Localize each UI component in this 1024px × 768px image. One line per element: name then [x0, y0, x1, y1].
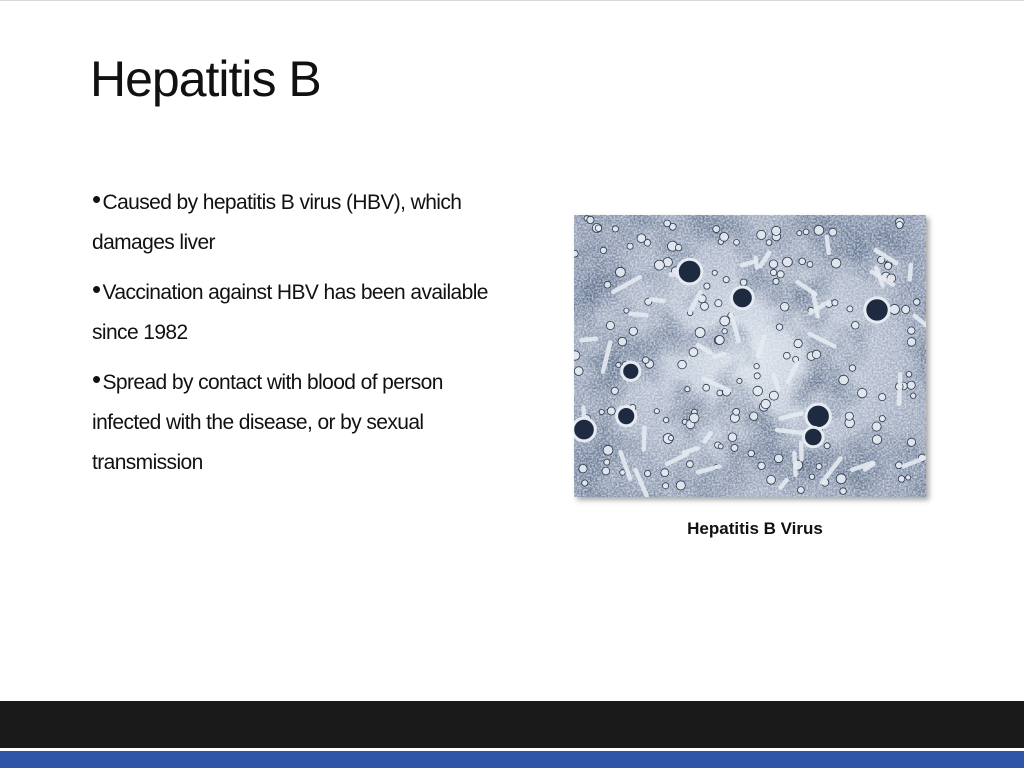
- virus-filament: [714, 354, 725, 357]
- virus-particle: [890, 304, 900, 314]
- virus-particle: [602, 467, 610, 475]
- virus-particle: [799, 258, 806, 265]
- virus-particle: [907, 381, 915, 389]
- virus-particle: [600, 247, 606, 253]
- virus-particle: [582, 480, 588, 486]
- dane-particle: [732, 287, 754, 309]
- virus-particle: [847, 306, 853, 312]
- virus-filament: [629, 314, 647, 316]
- virus-particle: [797, 231, 802, 236]
- virus-particle: [715, 300, 722, 307]
- bullet-text: Caused by hepatitis B virus (HBV), which damages liver: [92, 191, 462, 254]
- virus-particle: [872, 435, 881, 444]
- virus-particle: [587, 216, 594, 223]
- micrograph-svg: [574, 215, 926, 497]
- virus-particle: [607, 407, 615, 415]
- dane-particle: [617, 407, 636, 426]
- virus-particle: [908, 327, 915, 334]
- virus-particle: [832, 300, 838, 306]
- virus-particle: [654, 260, 664, 270]
- virus-particle: [689, 348, 698, 357]
- virus-particle: [704, 283, 710, 289]
- virus-particle: [695, 328, 705, 338]
- virus-particle: [794, 339, 802, 347]
- virus-particle: [780, 303, 789, 312]
- virus-particle: [858, 388, 867, 397]
- virus-particle: [840, 488, 847, 495]
- slide-title: Hepatitis B: [90, 51, 321, 107]
- virus-particle: [766, 240, 772, 246]
- virus-particle: [664, 220, 671, 227]
- virus-particle: [824, 443, 830, 449]
- virus-particle: [579, 465, 587, 473]
- virus-particle: [718, 444, 723, 449]
- virus-particle: [839, 375, 849, 385]
- virus-particle: [816, 464, 822, 470]
- virus-particle: [612, 226, 618, 232]
- virus-particle: [715, 336, 724, 345]
- virus-filament: [651, 299, 663, 301]
- virus-filament: [827, 236, 829, 253]
- virus-particle: [879, 394, 886, 401]
- bullet-item: [92, 183, 512, 263]
- virus-particle: [599, 409, 604, 414]
- virus-particle: [624, 308, 629, 313]
- virus-particle: [616, 362, 621, 367]
- virus-particle: [773, 278, 779, 284]
- virus-particle: [757, 230, 766, 239]
- virus-particle: [574, 351, 580, 360]
- virus-particle: [604, 459, 610, 465]
- virus-particle: [717, 390, 723, 396]
- virus-particle: [836, 474, 846, 484]
- virus-particle: [627, 243, 633, 249]
- virus-particle: [644, 240, 651, 247]
- virus-particle: [606, 321, 614, 329]
- virus-particle: [906, 372, 912, 378]
- bullet-item: [92, 363, 512, 483]
- bullet-list: [92, 183, 512, 493]
- virus-particle: [758, 462, 765, 469]
- virus-particle: [754, 373, 760, 379]
- virus-particle: [574, 250, 578, 257]
- bullet-icon: •: [92, 364, 101, 394]
- virus-particle: [603, 445, 613, 455]
- virus-particle: [668, 435, 673, 440]
- virus-particle: [604, 281, 611, 288]
- virus-particle: [720, 316, 730, 326]
- virus-particle: [663, 417, 668, 422]
- virus-particle: [689, 413, 699, 423]
- virus-filament: [777, 430, 803, 433]
- virus-particle: [831, 258, 841, 268]
- virus-particle: [911, 393, 916, 398]
- virus-particle: [611, 387, 618, 394]
- virus-particle: [629, 327, 637, 335]
- virus-particle: [713, 226, 720, 233]
- virus-particle: [701, 302, 709, 310]
- virus-particle: [783, 257, 793, 267]
- virus-particle: [723, 277, 729, 283]
- virus-particle: [687, 461, 694, 468]
- virus-particle: [595, 225, 602, 232]
- virus-filament: [910, 265, 911, 280]
- dane-particle: [622, 362, 640, 380]
- dane-particle: [804, 427, 824, 447]
- virus-particle: [772, 226, 781, 235]
- dane-particle: [677, 259, 702, 284]
- virus-particle: [770, 269, 776, 275]
- virus-particle: [872, 422, 881, 431]
- virus-particle: [884, 262, 891, 269]
- virus-particle: [907, 338, 916, 347]
- virus-particle: [675, 244, 682, 251]
- virus-particle: [678, 360, 687, 369]
- virus-particle: [722, 329, 727, 334]
- virus-particle: [879, 416, 885, 422]
- virus-particle: [748, 450, 755, 457]
- virus-particle: [774, 454, 783, 463]
- footer-accent-bar: [0, 751, 1024, 768]
- virus-particle: [761, 399, 770, 408]
- virus-filament: [581, 339, 596, 340]
- virus-particle: [898, 476, 905, 483]
- virus-particle: [783, 352, 790, 359]
- virus-particle: [814, 225, 824, 235]
- virus-particle: [902, 305, 910, 313]
- bullet-text: Spread by contact with blood of person infected with the disease, or by sexual transmission: [92, 371, 443, 474]
- virus-particle: [776, 324, 782, 330]
- virus-particle: [734, 239, 740, 245]
- virus-particle: [620, 470, 626, 476]
- virus-particle: [676, 481, 685, 490]
- virus-particle: [661, 469, 669, 477]
- virus-particle: [896, 222, 903, 229]
- virus-particle: [754, 364, 759, 369]
- virus-particle: [896, 462, 903, 469]
- virus-particle: [798, 487, 805, 494]
- virus-particle: [740, 279, 747, 286]
- bullet-text: Vaccination against HBV has been available since 1982: [92, 281, 488, 344]
- dane-particle: [806, 404, 830, 428]
- virus-particle: [645, 470, 651, 476]
- virus-particle: [663, 483, 669, 489]
- virus-particle: [777, 271, 784, 278]
- virus-particle: [720, 233, 729, 242]
- virus-particle: [849, 365, 855, 371]
- virus-particle: [769, 260, 777, 268]
- virus-particle: [731, 444, 738, 451]
- virus-particle: [906, 475, 911, 480]
- virus-particle: [737, 378, 742, 383]
- virus-particle: [769, 391, 778, 400]
- virus-particle: [812, 350, 820, 358]
- figure-caption: Hepatitis B Virus: [687, 519, 823, 538]
- virus-particle: [728, 433, 737, 442]
- virus-particle: [803, 229, 809, 235]
- virus-particle: [809, 474, 814, 479]
- footer-bar: [0, 701, 1024, 748]
- virus-particle: [733, 408, 740, 415]
- virus-particle: [616, 267, 626, 277]
- dane-particle: [865, 298, 889, 322]
- virus-filament: [794, 453, 795, 476]
- virus-micrograph-image: [574, 215, 926, 497]
- virus-particle: [654, 409, 659, 414]
- bullet-item: [92, 273, 512, 353]
- virus-particle: [913, 299, 920, 306]
- virus-particle: [703, 384, 710, 391]
- dane-particle: [574, 418, 595, 441]
- virus-particle: [712, 270, 717, 275]
- virus-particle: [829, 228, 837, 236]
- virus-filament: [644, 428, 645, 451]
- virus-particle: [767, 475, 776, 484]
- virus-particle: [685, 387, 690, 392]
- virus-filament: [899, 374, 900, 404]
- bullet-icon: •: [92, 274, 101, 304]
- virus-particle: [907, 438, 915, 446]
- virus-particle: [753, 386, 763, 396]
- virus-particle: [807, 262, 813, 268]
- bullet-icon: •: [92, 184, 101, 214]
- virus-particle: [618, 337, 627, 346]
- virus-particle: [845, 412, 853, 420]
- virus-particle: [750, 412, 758, 420]
- virus-particle: [643, 357, 650, 364]
- virus-particle: [574, 367, 583, 376]
- virus-particle: [852, 322, 860, 330]
